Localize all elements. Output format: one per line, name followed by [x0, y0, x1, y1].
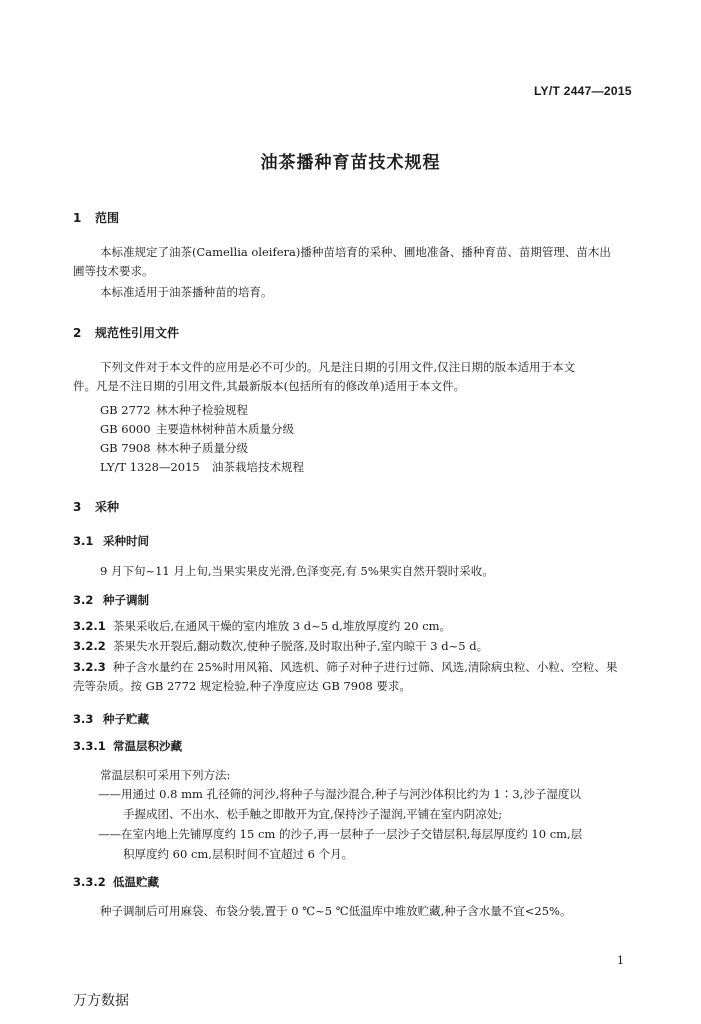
reference-item	[100, 421, 294, 438]
list-item-continuation: 手握成团、不出水、松手触之即散开为宜,保持沙子湿润,平铺在室内阴凉处;	[123, 807, 503, 821]
subsection-3-3-2-heading	[73, 874, 159, 890]
section-title: 采种	[95, 500, 120, 514]
subsection-3-2-heading	[73, 592, 149, 608]
reference-code: LY/T 1328—2015	[100, 460, 200, 474]
footer-watermark: 万方数据	[73, 993, 129, 1009]
clause-number: 3.2.3	[73, 660, 106, 674]
reference-code: GB 6000	[100, 422, 151, 436]
subsection-number: 3.3	[73, 712, 94, 726]
reference-item	[100, 440, 248, 457]
standard-number: LY/T 2447—2015	[534, 84, 632, 98]
reference-name: 主要造林树种苗木质量分级	[156, 422, 294, 436]
clause-3-2-1	[73, 618, 451, 635]
section-title: 范围	[95, 211, 120, 225]
section-2-heading	[73, 324, 179, 341]
reference-code: GB 2772	[100, 403, 151, 417]
section-number: 2	[73, 326, 82, 340]
reference-code: GB 7908	[100, 441, 151, 455]
subsection-title: 采种时间	[103, 534, 149, 548]
reference-name: 林木种子质量分级	[156, 441, 248, 455]
clause-text: 茶果采收后,在通风干燥的室内堆放 3 d~5 d,堆放厚度约 20 cm。	[113, 619, 452, 633]
subsection-3-3-1-heading	[73, 738, 182, 754]
paragraph: 本标准规定了油茶(Camellia oleifera)播种苗培育的采种、圃地准备、播种育苗、苗期管理、苗木出	[100, 245, 611, 259]
list-item: ——用通过 0.8 mm 孔径筛的河沙,将种子与湿沙混合,种子与河沙体积比约为 1∶3,沙子湿度以	[98, 787, 581, 801]
paragraph: 下列文件对于本文件的应用是必不可少的。凡是注日期的引用文件,仅注日期的版本适用于本文	[100, 360, 576, 374]
reference-item	[100, 459, 304, 476]
list-item-continuation: 积厚度约 60 cm,层积时间不宜超过 6 个月。	[123, 847, 354, 861]
subsection-number: 3.3.1	[73, 739, 106, 753]
paragraph: 种子调制后可用麻袋、布袋分装,置于 0 ℃~5 ℃低温库中堆放贮藏,种子含水量不宜<25%。	[100, 904, 572, 918]
clause-3-2-3	[73, 659, 617, 676]
page-number: 1	[617, 954, 624, 967]
section-3-heading	[73, 498, 119, 515]
subsection-3-3-heading	[73, 711, 149, 727]
reference-name: 林木种子检验规程	[156, 403, 248, 417]
clause-number: 3.2.2	[73, 639, 106, 653]
paragraph-continuation: 圃等技术要求。	[73, 264, 154, 278]
subsection-title: 种子调制	[103, 593, 149, 607]
section-1-heading	[73, 209, 119, 226]
paragraph: 本标准适用于油茶播种苗的培育。	[100, 285, 273, 299]
subsection-number: 3.3.2	[73, 875, 106, 889]
clause-text: 茶果失水开裂后,翻动数次,使种子脱落,及时取出种子,室内晾干 3 d~5 d。	[113, 639, 489, 653]
clause-3-2-2	[73, 638, 488, 655]
subsection-title: 低温贮藏	[113, 875, 159, 889]
paragraph-continuation: 件。凡是不注日期的引用文件,其最新版本(包括所有的修改单)适用于本文件。	[73, 379, 466, 393]
subsection-number: 3.2	[73, 593, 94, 607]
subsection-title: 常温层积沙藏	[113, 739, 182, 753]
paragraph: 9 月下旬~11 月上旬,当果实果皮光滑,色泽变亮,有 5%果实自然开裂时采收。	[100, 564, 494, 578]
subsection-title: 种子贮藏	[103, 712, 149, 726]
document-title: 油茶播种育苗技术规程	[260, 153, 441, 173]
reference-name: 油茶栽培技术规程	[212, 460, 304, 474]
clause-text: 种子含水量约在 25%时用风箱、风选机、筛子对种子进行过筛、风选,清除病虫粒、小粒、空粒、果	[113, 660, 618, 674]
paragraph: 常温层积可采用下列方法:	[100, 768, 231, 782]
subsection-number: 3.1	[73, 534, 94, 548]
clause-number: 3.2.1	[73, 619, 106, 633]
list-item: ——在室内地上先铺厚度约 15 cm 的沙子,再一层种子一层沙子交错层积,每层厚度约 10 cm,层	[98, 827, 583, 841]
section-title: 规范性引用文件	[95, 326, 180, 340]
clause-continuation: 壳等杂质。按 GB 2772 规定检验,种子净度应达 GB 7908 要求。	[73, 679, 411, 693]
subsection-3-1-heading	[73, 533, 149, 549]
section-number: 1	[73, 211, 82, 225]
section-number: 3	[73, 500, 82, 514]
reference-item	[100, 402, 248, 419]
